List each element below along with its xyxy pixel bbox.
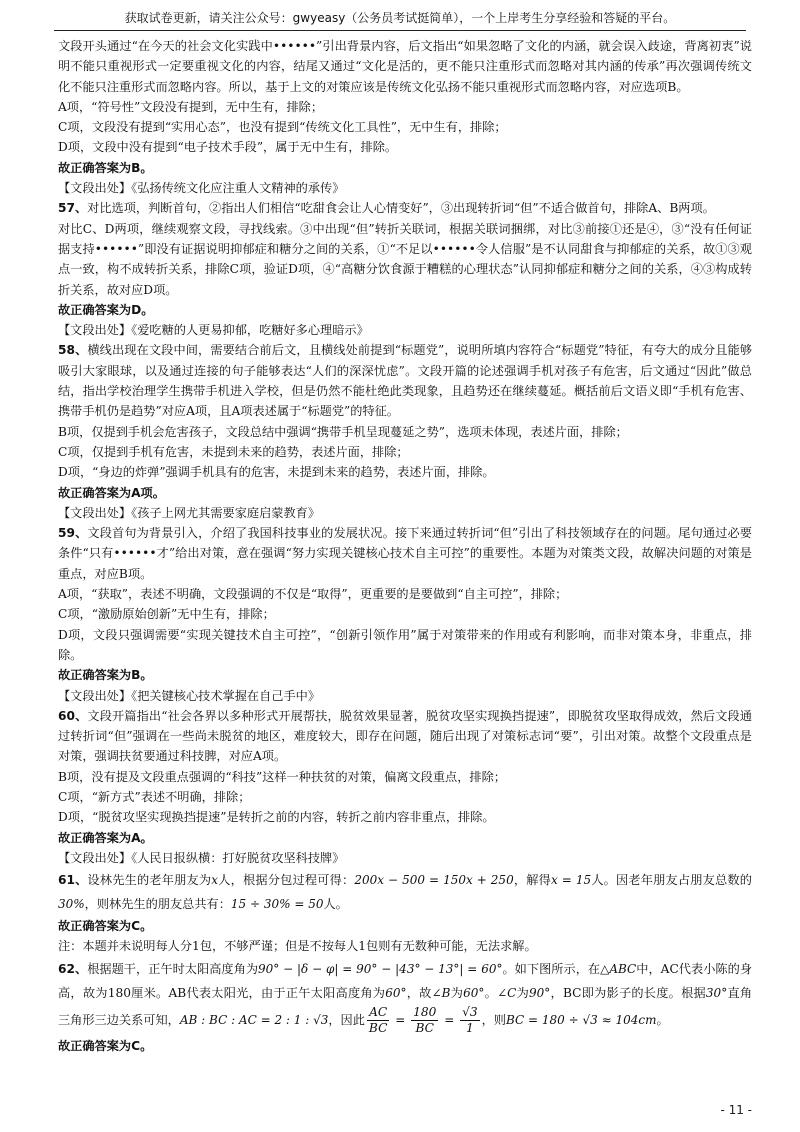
text: 。如下图所示，在 bbox=[502, 961, 601, 976]
fraction-denominator: BC bbox=[415, 1020, 435, 1035]
math: x bbox=[211, 873, 219, 888]
source-line: 【文段出处】《孩子上网尤其需要家庭启蒙教育》 bbox=[58, 505, 321, 520]
text: 。 bbox=[656, 1012, 669, 1027]
question-58 bbox=[58, 340, 752, 421]
text: ，BC即为影子的长度。根据 bbox=[550, 985, 706, 1000]
question-number: 62、 bbox=[58, 961, 88, 976]
option-analysis: D项，文段只强调需要“实现关键技术自主可控”，“创新引领作用”属于对策带来的作用或有利影响，而非对策本身，非重点，排除。 bbox=[58, 627, 752, 662]
math: 60° bbox=[385, 985, 407, 1000]
math: △ABC bbox=[600, 961, 637, 976]
source-line: 【文段出处】《人民日报纵横：打好脱贫攻坚科技牌》 bbox=[58, 850, 345, 865]
math: AB : BC : AC = 2 : 1 : √3 bbox=[179, 1012, 329, 1027]
option-analysis: D项，“脱贫攻坚实现换挡提速”是转折之前的内容，转折之前内容非重点，排除。 bbox=[58, 810, 495, 825]
page-content bbox=[58, 36, 752, 1056]
text: 人。因老年朋友占朋友总数的 bbox=[591, 873, 752, 888]
option-analysis: A项，“符号性”文段没有提到，无中生有，排除； bbox=[58, 99, 324, 114]
fraction-numerator: √3 bbox=[462, 1004, 478, 1019]
text: ，解得 bbox=[513, 873, 552, 888]
option-analysis: D项，“身边的炸弹”强调手机具有的危害，未提到未来的趋势，表述片面，排除。 bbox=[58, 465, 495, 480]
math: = bbox=[391, 1012, 410, 1027]
option-analysis: B项，仅提到手机会危害孩子，文段总结中强调“携带手机呈现蔓延之势”，选项未体现，表述片面，排除； bbox=[58, 424, 628, 439]
fraction-denominator: BC bbox=[368, 1020, 388, 1035]
option-analysis: A项，“获取”，表述不明确，文段强调的不仅是“取得”，更重要的是要做到“自主可控”，排除； bbox=[58, 587, 568, 602]
text: ，则林先生的朋友总共有： bbox=[84, 897, 231, 912]
paragraph: 文段首句为背景引入，介绍了我国科技事业的发展状况。接下来通过转折词“但”引出了科技领域存在的问题。尾句通过必要条件“只有••••••才”给出对策，意在强调“努力实现关键核心技术自主可控”的重要性。本题为对策类文段，故解决问题的对策是重点，对应B项。 bbox=[58, 526, 752, 581]
math: 200x − 500 = 150x + 250 bbox=[354, 873, 514, 888]
text: 设林先生的老年朋友为 bbox=[87, 873, 212, 888]
question-60 bbox=[58, 706, 752, 767]
answer-line: 故正确答案为B。 bbox=[58, 160, 153, 175]
question-number: 57、 bbox=[58, 201, 88, 216]
question-number: 59、 bbox=[58, 526, 88, 541]
paragraph: 文段开篇指出“社会各界以多种形式开展帮扶，脱贫效果显著，脱贫攻坚实现换挡提速”，即脱贫攻坚取得成效，然后文段通过转折词“但”强调在一些尚未脱贫的地区，难度较大，即存在问题，随后出现了对策标志词“要”，引出对策。故整个文段重点是对策，强调扶贫要通过科技脾，对应A项。 bbox=[58, 708, 752, 764]
option-analysis: B项，没有提及文段重点强调的“科技”这样一种扶贫的对策，偏离文段重点，排除； bbox=[58, 769, 506, 784]
note-line: 注：本题并未说明每人分1包，不够严谨；但是不按每人1包则有无数种可能，无法求解。 bbox=[58, 939, 537, 954]
text: 中，AC代表小陈的身高，故为180厘米。AB代表太阳光，由于正午太阳高度角为 bbox=[58, 961, 753, 1000]
math: ∠C bbox=[497, 985, 517, 1000]
math: 30° bbox=[705, 985, 728, 1000]
question-number: 58、 bbox=[58, 343, 88, 358]
fraction-numerator: 180 bbox=[413, 1004, 437, 1019]
text: 直角三角形三边关系可知， bbox=[58, 985, 753, 1027]
text: 人，根据分包过程可得： bbox=[218, 873, 355, 888]
text: 为 bbox=[516, 985, 530, 1000]
option-analysis: C项，“激励原始创新”无中生有，排除； bbox=[58, 607, 275, 622]
option-analysis: C项，文段没有提到“实用心态”，也没有提到“传统文化工具性”，无中生有，排除； bbox=[58, 120, 507, 135]
fraction bbox=[411, 1005, 438, 1036]
question-57 bbox=[58, 198, 752, 218]
option-analysis: D项，文段中没有提到“电子技术手段”，属于无中生有，排除。 bbox=[58, 140, 398, 155]
text: ，故 bbox=[406, 985, 432, 1000]
page-header: 获取试卷更新，请关注公众号：gwyeasy（公务员考试挺简单），一个上岸考生分享经验和答疑的平台。 bbox=[54, 8, 746, 31]
answer-line: 故正确答案为A项。 bbox=[58, 485, 165, 500]
fraction-denominator: 1 bbox=[465, 1020, 474, 1035]
text: 为 bbox=[450, 985, 464, 1000]
source-line: 【文段出处】《爱吃糖的人更易抑郁，吃糖好多心理暗示》 bbox=[58, 323, 369, 338]
question-62 bbox=[58, 957, 752, 1036]
page-number: - 11 - bbox=[720, 1103, 752, 1117]
answer-line: 故正确答案为C。 bbox=[58, 1038, 153, 1053]
paragraph: 文段开头通过“在今天的社会文化实践中••••••”引出背景内容，后文指出“如果忽略了文化的内涵，就会误入歧途，背离初衷”说明不能只重视形式一定要重视文化的内容，结尾又通过“文化是活的，更不能只注重形式而忽略对其内涵的传承”再次强调传统文化不能只注重形式而忽略内容。所以，基于上文的对策应该是传统文化弘扬不能只重视形式而忽略内容，对应选项B。 bbox=[58, 39, 752, 94]
math: 90° − |δ − φ| = 90° − |43° − 13°| = 60° bbox=[258, 961, 503, 976]
math: = bbox=[440, 1012, 459, 1027]
text: 人。 bbox=[323, 897, 348, 912]
math: BC = 180 ÷ √3 ≈ 104cm bbox=[505, 1012, 657, 1027]
question-number: 61、 bbox=[58, 873, 88, 888]
text: ，因此 bbox=[328, 1012, 365, 1027]
text: ，则 bbox=[481, 1012, 506, 1027]
answer-line: 故正确答案为D。 bbox=[58, 302, 154, 317]
math: 15 ÷ 30% = 50 bbox=[230, 897, 324, 912]
paragraph: 对比C、D两项，继续观察文段，寻找线索。③中出现“但”转折关联词，根据关联词捆绑，对比③前接①还是④，③“没有任何证据支持••••••”即没有证据说明抑郁症和糖分之间的关系，①“不足以••••••令人信服”是不认同甜食与抑郁症的关系，故①③观点一致，构不成转折关系，排除C项，验证D项，④“高糖分饮食源于糟糕的心理状态”认同抑郁症和糖分之间的关系，④③构成转折关系，故对应D项。 bbox=[58, 221, 752, 297]
answer-line: 故正确答案为B。 bbox=[58, 668, 153, 683]
option-analysis: C项，“新方式”表述不明确，排除； bbox=[58, 789, 251, 804]
question-59 bbox=[58, 523, 752, 584]
math: 90° bbox=[529, 985, 551, 1000]
math: 60° bbox=[463, 985, 485, 1000]
math: ∠B bbox=[431, 985, 451, 1000]
paragraph: 横线出现在文段中间，需要结合前后文，且横线处前提到“标题党”，说明所填内容符合“标题党”特征，有夸大的成分且能够吸引大家眼球，以及通过连接的句子能够表达“人们的深深忧虑”。文段开篇的论述强调手机对孩子有危害，后文通过“因此”做总结，指出学校治理学生携带手机进入学校，但是仍然不能杜绝此类现象，且趋势还在继续蔓延。概括前后文语义即“手机有危害、携带手机仍是趋势”对应A项，且A项表述属于“标题党”的特征。 bbox=[58, 343, 753, 419]
math: x = 15 bbox=[551, 873, 592, 888]
option-analysis: C项，仅提到手机有危害，未提到未来的趋势，表述片面，排除； bbox=[58, 444, 409, 459]
paragraph: 对比选项，判断首句，②指出人们相信“吃甜食会让人心情变好”，③出现转折词“但”不适合做首句，排除A、B两项。 bbox=[87, 201, 715, 216]
fraction-numerator: AC bbox=[367, 1005, 390, 1021]
text: 。 bbox=[484, 985, 498, 1000]
source-line: 【文段出处】《弘扬传统文化应注重人文精神的承传》 bbox=[58, 181, 345, 196]
question-number: 60、 bbox=[58, 708, 88, 723]
fraction bbox=[460, 1005, 480, 1036]
question-61 bbox=[58, 868, 752, 916]
text: 根据题干，正午时太阳高度角为 bbox=[87, 961, 259, 976]
answer-line: 故正确答案为A。 bbox=[58, 830, 153, 845]
fraction bbox=[367, 1005, 390, 1036]
source-line: 【文段出处】《把关键核心技术掌握在自己手中》 bbox=[58, 688, 321, 703]
math: 30% bbox=[58, 897, 85, 912]
answer-line: 故正确答案为C。 bbox=[58, 919, 153, 934]
